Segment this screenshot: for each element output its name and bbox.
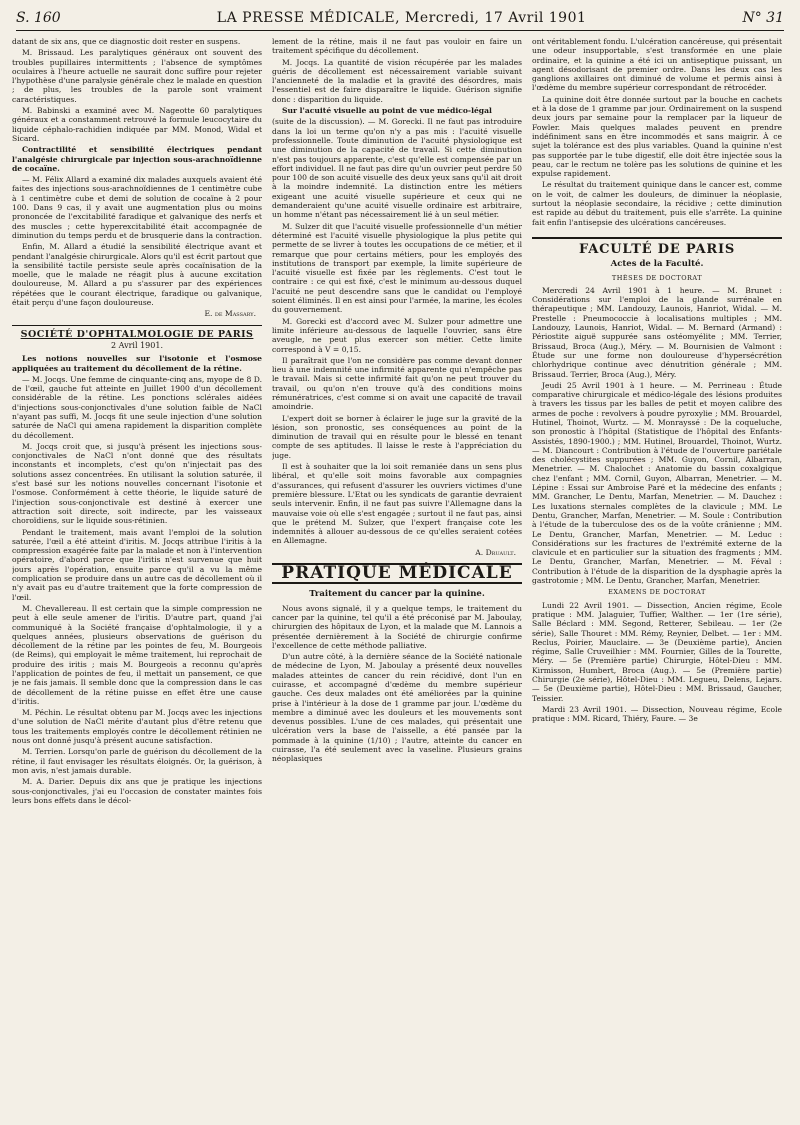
page-number: S. 160: [16, 10, 61, 26]
paragraph: La quinine doit être donnée surtout par la bouche en cachets et à la dose de 1 gramme par jour. Ordinairement on la suspend deux jours par semaine pour la remplacer par la liqueur de Fowler. Mais quelques malades peuvent en prendre indéfiniment sans en être incommodés et sans maigrir. À ce sujet la tolérance est des plus variables. Quand la quinine n'est pas supportée par le tube digestif, elle doit être injectée sous la peau, car le rectum ne tolère pas les solutions de quinine et les expulse rapidement.: [532, 94, 782, 179]
paragraph: Mercredi 24 Avril 1901 à 1 heure. — M. Brunet : Considérations sur l'emploi de la glande surrénale en thérapeutique ; MM. Landouzy, Launois, Hanriot, Widal. — M. Prestelle : Pneumococcie à localisations multiples ; MM. Landouzy, Launois, Hanriot, Widal. — M. Bernard (Armand) : Périostite aiguë suppurée sans ostéomyélite ; MM. Terrier, Brissaud, Broca (Aug.), Méry. — M. Bournisien de Valmont : Étude sur une forme non douloureuse d'hypersécrétion chlorhydrique continue avec dénutrition générale ; MM. Brissaud. Terrier, Broca (Aug.), Méry.: [532, 285, 782, 379]
section-banner: FACULTÉ DE PARIS: [532, 237, 782, 254]
author-signature: E. de Massary.: [204, 309, 256, 319]
column-2: [272, 37, 522, 1125]
section-heading: Contractilité et sensibilité électriques pendant l'analgésie chirurgicale par injection sous-arachnoïdienne de cocaïne.: [12, 145, 262, 173]
paragraph: M. Brissaud. Les paralytiques généraux ont souvent des troubles pupillaires intermittents ; l'absence de symptômes oculaires à l'heure actuelle ne saurait donc suffire pour rejeter l'hypothèse d'une paralysie générale chez le malade en question ; de plus, les troubles de la parole sont vraiment caractéristiques.: [12, 48, 262, 104]
paragraph: Le résultat du traitement quinique dans le cancer est, comme on le voit, de calmer les douleurs, de diminuer la néoplasie, surtout la néoplasie secondaire, la récidive ; cette diminution est rapide au début du traitement, puis elle s'arrête. La quinine fait enfin l'antisepsie des ulcérations cancéreuses.: [532, 180, 782, 227]
section-heading: Sur l'acuité visuelle au point de vue médico-légal: [282, 106, 492, 116]
paragraph: (suite de la discussion). — M. Gorecki. Il ne faut pas introduire dans la loi un terme qu'on n'y a pas mis : l'acuité visuelle professionnelle. Toute diminution de l'acuité physiologique est une diminution de la capacité de travail. Si cette diminution n'est pas toujours apparente, c'est qu'elle est compensée par un effort individuel. Il ne faut pas dire qu'un ouvrier peut perdre 50 pour 100 de son acuité visuelle des deux yeux sans qu'il ait droit à la moindre indemnité. La distinction entre les métiers exigeant une acuité visuelle supérieure et ceux qui ne demanderaient qu'une acuité visuelle ordinaire est arbitraire, un homme n'étant pas nécessairement lié à un seul métier.: [272, 117, 522, 220]
paragraph: Jeudi 25 Avril 1901 à 1 heure. — M. Perrineau : Étude comparative chirurgicale et médico-légale des lésions produites à travers les tissus par les balles de petit et moyen calibre des armes de poche : revolvers à poudre pyroxylie ; MM. Brouardel, Hutinel, Thoinot, Wurtz. — M. Monrayssé : De la coqueluche, son pronostic à l'hôpital (Statistique de l'hôpital des Enfants-Assistés, 1890-1900.) ; MM. Hutinel, Brouardel, Thoinot, Wurtz. — M. Diancourt : Contribution à l'étude de l'ouverture pariétale des cholécystites suppurées ; MM. Guyon, Cornil, Albarran, Menetrier. — M. Chalochet : Anatomie du bassin coxalgique chez l'enfant ; MM. Cornil, Guyon, Albarran, Menetrier. — M. Lépine : Essai sur Ambroise Paré et la médecine des enfants ; MM. Grancher, Le Dentu, Marfan, Menetrier. — M. Dauchez : Les luxations sternales complètes de la clavicule ; MM. Le Dentu, Grancher, Marfan, Menetrier. — M. Soule : Contribution à l'étude de la tuberculose des os de la voûte crânienne ; MM. Le Dentu, Grancher, Marfan, Menetrier. — M. Leduc : Considérations sur les fractures de l'extrémité externe de la clavicule et en particulier sur la situation des fragments ; MM. Le Dentu, Grancher, Marfan, Menetrier. — M. Féval : Contribution à l'étude de la disparition de la dysphagie après la gastrotomie ; MM. Le Dentu, Grancher, Marfan, Menetrier.: [532, 380, 782, 586]
article-title: Traitement du cancer par la quinine.: [309, 589, 485, 600]
paragraph: M. A. Darier. Depuis dix ans que je pratique les injections sous-conjonctivales, j'ai eu l'occasion de constater maintes fois leurs bons effets dans le décol-: [12, 777, 262, 805]
paragraph: M. Terrien. Lorsqu'on parle de guérison du décollement de la rétine, il faut envisager les résultats éloignés. Or, la guérison, à mon avis, n'est jamais durable.: [12, 747, 262, 775]
paragraph: — M. Jocqs. Une femme de cinquante-cinq ans, myope de 8 D. de l'œil, gauche fut atteinte en Juillet 1900 d'un décollement considérable de la rétine. Les ponctions sclérales aidées d'injections sous-conjonctivales d'une solution faible de NaCl n'ayant pas suffi, M. Jocqs fit une seule injection d'une solution saturée de NaCl qui amena rapidement la disparition complète du décollement.: [12, 374, 262, 440]
issue-number: N° 31: [742, 10, 784, 26]
paragraph: M. Sulzer dit que l'acuité visuelle professionnelle d'un métier déterminé est l'acuité visuelle physiologique la plus petite qui permette de se livrer à toutes les occupations de ce métier, et il remarque que pour certains métiers, pour les employés des institutions de transport par exemple, la limite supérieure de l'acuité visuelle est fixée par les règlements. C'est tout le contraire : ce qui est fixé, c'est le minimum au-dessous duquel l'acuité ne peut descendre sans que le candidat ou l'employé soient éliminés. Il en est ainsi pour l'armée, la marine, les écoles du gouvernement.: [272, 221, 522, 315]
paragraph: M. Jocqs croit que, si jusqu'à présent les injections sous-conjonctivales de NaCl n'ont donné que des résultats inconstants et incomplets, c'est qu'on n'injectait pas des solutions assez concentrées. En utilisant la solution saturée, il s'est basé sur les notions nouvelles concernant l'isotonie et l'osmose. Conformément à cette théorie, le liquide saturé de l'injection sous-conjonctivale est destiné à exercer une attraction soit directe, soit indirecte, par les vaisseaux choroïdiens, sur le liquide sous-rétinien.: [12, 441, 262, 526]
column-3: [532, 37, 782, 1125]
paragraph: Pendant le traitement, mais avant l'emploi de la solution saturée, l'œil a été atteint d'iritis. M. Jocqs attribue l'iritis à la compression exagérée faite par la malade et non à l'intervention opératoire, d'abord parce que l'iritis n'est survenue que huit jours après l'opération, ensuite parce qu'il a vu la même complication se produire dans un autre cas de décollement où il n'y avait pas eu d'autre traitement que la forte compression de l'œil.: [12, 527, 262, 602]
paragraph: — M. Félix Allard a examiné dix malades auxquels avaient été faites des injections sous-arachnoïdiennes de 1 centimètre cube à 1 centimètre cube et demi de solution de cocaïne à 2 pour 100. Dans 9 cas, il y avait une augmentation plus ou moins prononcée de l'excitabilité faradique et galvanique des nerfs et des muscles ; cette hyperexcitabilité était accompagnée de diminution du temps perdu et de brusquerie dans la contraction.: [12, 175, 262, 240]
subsection-label: EXAMENS DE DOCTORAT: [608, 588, 706, 597]
page-header: [16, 10, 784, 31]
section-title: SOCIÉTÉ D'OPHTALMOLOGIE DE PARIS: [20, 328, 254, 340]
paragraph: M. Péchin. Le résultat obtenu par M. Jocqs avec les injections d'une solution de NaCl mérite d'autant plus d'être retenu que tous les traitements employés contre le décollement rétinien ne nous ont donné jusqu'à présent aucune satisfaction.: [12, 708, 262, 746]
paragraph: Enfin, M. Allard a étudié la sensibilité électrique avant et pendant l'analgésie chirurgicale. Alors qu'il est écrit partout que la sensibilité tactile persiste seule après cocaïnisation de la moelle, que le malade ne réagit plus à aucune excitation douloureuse, M. Allard a pu s'assurer par des expériences répétées que le courant électrique, faradique ou galvanique, était perçu d'une façon douloureuse.: [12, 242, 262, 308]
paragraph: D'un autre côté, à la dernière séance de la Société nationale de médecine de Lyon, M. Jaboulay a présenté deux nouvelles malades atteintes de cancer du rein récidivé, dont l'un en cuirasse, et accompagné d'œdème du membre supérieur gauche. Ces deux malades ont été améliorées par la quinine prise à l'intérieur à la dose de 1 gramme par jour. L'œdème du membre a diminué avec les douleurs et les mouvements sont devenus possibles. L'une de ces malades, qui présentait une ulcération vers la base de l'aisselle, a été pansée par la pommade à la quinine (1/10) ; l'autre, atteinte du cancer en cuirasse, l'a été seulement avec la vaseline. Plusieurs grains néoplasiques: [272, 652, 522, 764]
paragraph: L'expert doit se borner à éclairer le juge sur la gravité de la lésion, son pronostic, ses conséquences au point de la diminution de travail qui en résulte pour le blessé en tenant compte de ses aptitudes. Il laisse le reste à l'appréciation du juge.: [272, 413, 522, 460]
paragraph: M. Jocqs. La quantité de vision récupérée par les malades guéris de décollement est nécessairement variable suivant l'ancienneté de la maladie et la gravité des désordres, mais l'essentiel est de faire disparaître le liquide. Guérison signifie donc : disparition du liquide.: [272, 57, 522, 104]
paragraph: Nous avons signalé, il y a quelque temps, le traitement du cancer par la quinine, tel qu'il a été préconisé par M. Jaboulay, chirurgien des hôpitaux de Lyon, et la malade que M. Lannois a présentée dernièrement à la Société de chirurgie confirme l'excellence de cette méthode palliative.: [272, 603, 522, 650]
paragraph: Il paraîtrait que l'on ne considère pas comme devant donner lieu à une indemnité une infirmité apparente qui n'empêche pas le travail. Mais si cette infirmité fait qu'on ne peut trouver du travail, ou qu'on n'en trouve qu'à des conditions moins rémunératrices, c'est comme si on avait une capacité de travail amoindrie.: [272, 355, 522, 412]
paragraph: M. Chevallereau. Il est certain que la simple compression ne peut à elle seule amener de l'iritis. D'autre part, quand j'ai communiqué à la Société française d'ophtalmologie, il y a quelques années, plusieurs observations de guérison du décollement de la rétine par les pointes de feu, M. Bourgeois (de Reims), qui employait le même traitement, lui reprochait de produire des iritis ; mais M. Bourgeois a reconnu qu'après l'application de pointes de feu, il mettait un pansement, ce que je ne fais jamais. Il semble donc que la compression dans le cas de décollement de la rétine puisse en effet être une cause d'iritis.: [12, 603, 262, 706]
paragraph: ont véritablement fondu. L'ulcération cancéreuse, qui présentait une odeur insupportable, s'est transformée en une plaie ordinaire, et la quinine a été ici un antiseptique puissant, un agent désodorisant de premier ordre. Dans les deux cas les ganglions axillaires ont diminué de volume et permis ainsi à l'œdème du membre supérieur correspondant de rétrocéder.: [532, 37, 782, 93]
paragraph: datant de six ans, que ce diagnostic doit rester en suspens.: [12, 37, 241, 46]
column-1: [12, 37, 262, 1125]
divider: [12, 325, 262, 326]
section-date: 2 Avril 1901.: [111, 340, 163, 350]
paragraph: M. Babinski a examiné avec M. Nageotte 60 paralytiques généraux et a constamment retrouvé la formule leucocytaire du liquide céphalo-rachidien indiquée par MM. Monod, Widal et Sicard.: [12, 106, 262, 143]
columns: [12, 37, 788, 1125]
paragraph: M. Gorecki est d'accord avec M. Sulzer pour admettre une limite inférieure au-dessous de laquelle l'ouvrier, sans être aveugle, ne peut plus exercer son métier. Cette limite correspond à V = 0,15.: [272, 316, 522, 354]
section-heading: Les notions nouvelles sur l'isotonie et l'osmose appliquées au traitement du décollement de la rétine.: [12, 354, 262, 373]
author-signature: A. Druault.: [475, 547, 516, 557]
paragraph: lement de la rétine, mais il ne faut pas vouloir en faire un traitement spécifique du décollement.: [272, 37, 522, 56]
subsection-label: THÈSES DE DOCTORAT: [611, 273, 703, 282]
paragraph: Mardi 23 Avril 1901. — Dissection, Nouveau régime, Ecole pratique : MM. Ricard, Thiéry, Faure. — 3e: [532, 704, 782, 724]
paragraph: Il est à souhaiter que la loi soit remaniée dans un sens plus libéral, et qu'elle soit moins favorable aux compagnies d'assurances, qui refusent d'assurer les ouvriers victimes d'une première blessure. L'Etat ou les syndicats de garantie devraient seuls intervenir. Enfin, il ne faut pas suivre l'Allemagne dans la mauvaise voie où elle s'est engagée ; surtout il ne faut pas, ainsi que le prétend M. Sulzer, que l'expert française cote les indemnités à allouer au-dessous de ce qu'elles seraient cotées en Allemagne.: [272, 462, 522, 546]
section-banner: PRATIQUE MÉDICALE: [272, 563, 522, 584]
journal-title: LA PRESSE MÉDICALE, Mercredi, 17 Avril 1901: [216, 10, 587, 26]
paragraph: Lundi 22 Avril 1901. — Dissection, Ancien régime, Ecole pratique : MM. Jalaguier, Tuffier, Walther. — 1er (1re série), Salle Béclard : MM. Segond, Retterer, Sebileau. — 1er (2e série), Salle Thouret : MM. Rémy, Reynier, Delbet. — 1er : MM. Reclus, Poirier, Mauclaire. — 3e (Deuxième partie), Ancien régime, Salle Cruveilhier : MM. Fournier, Gilles de la Tourette, Méry. — 5e (Première partie) Chirurgie, Hôtel-Dieu : MM. Kirmisson, Humbert, Broca (Aug.). — 5e (Première partie) Chirurgie (2e série), Hôtel-Dieu : MM. Legueu, Delens, Lejars. — 5e (Deuxième partie), Hôtel-Dieu : MM. Brissaud, Gaucher, Teissier.: [532, 600, 782, 703]
subsection-title: Actes de la Faculté.: [610, 259, 704, 270]
